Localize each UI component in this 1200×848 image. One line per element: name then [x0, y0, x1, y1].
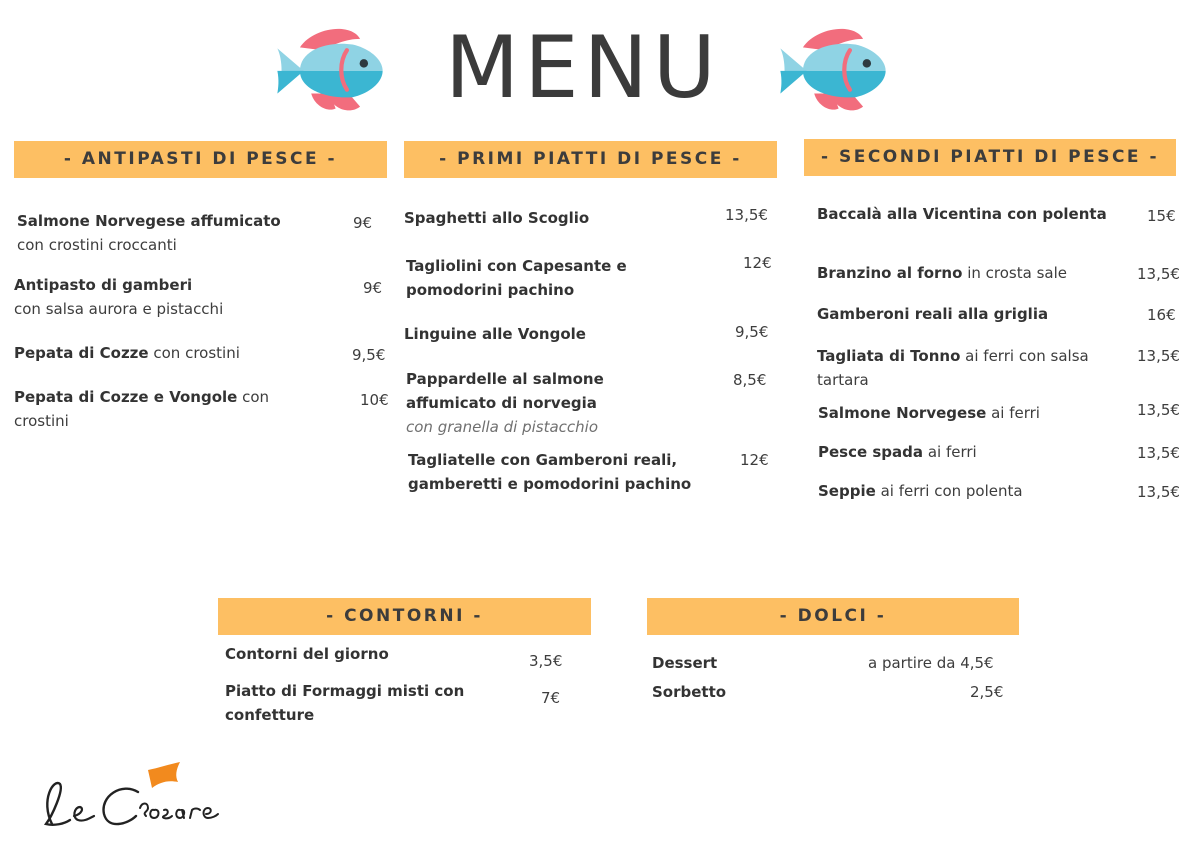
item-price: 12€	[743, 254, 772, 272]
menu-item	[404, 322, 704, 346]
item-name: Dessert	[652, 654, 718, 672]
item-price: 10€	[360, 391, 389, 409]
item-price: 7€	[541, 689, 561, 707]
item-price: 13,5€	[1137, 265, 1180, 283]
item-name: Baccalà alla Vicentina con polenta	[817, 205, 1107, 223]
item-price: 16€	[1147, 306, 1176, 324]
menu-item	[225, 642, 505, 666]
item-price: 2,5€	[970, 683, 1004, 701]
item-name: Tagliata di Tonno	[817, 347, 961, 365]
item-desc: ai ferri con polenta	[880, 482, 1023, 500]
item-desc: con crostini	[153, 344, 240, 362]
item-name: Gamberoni reali alla griglia	[817, 305, 1049, 323]
item-price: 13,5€	[725, 206, 768, 224]
item-name: Contorni del giorno	[225, 645, 389, 663]
item-price: 12€	[740, 451, 769, 469]
item-desc: in crosta sale	[967, 264, 1067, 282]
item-name: Seppie	[818, 482, 876, 500]
menu-item	[652, 651, 852, 675]
item-price: 9€	[353, 214, 373, 232]
item-desc: con crostini	[14, 388, 270, 430]
logo	[30, 760, 230, 840]
item-desc: con salsa aurora e pistacchi	[14, 300, 224, 318]
menu-item	[818, 440, 1128, 464]
menu-item	[406, 254, 676, 302]
section-header-secondi: - SECONDI PIATTI DI PESCE -	[804, 139, 1176, 176]
menu-item	[817, 344, 1127, 392]
item-name: Tagliolini con Capesante e pomodorini pachino	[406, 257, 627, 299]
item-name: Pepata di Cozze e Vongole	[14, 388, 238, 406]
menu-item	[17, 209, 337, 257]
item-price: 13,5€	[1137, 401, 1180, 419]
item-price: a partire da 4,5€	[868, 654, 994, 672]
item-name: Salmone Norvegese affumicato	[17, 212, 281, 230]
item-name: Piatto di Formaggi misti con confetture	[225, 682, 465, 724]
menu-item	[406, 367, 656, 439]
item-name: Linguine alle Vongole	[404, 325, 586, 343]
item-desc: con crostini croccanti	[17, 236, 177, 254]
item-name: Spaghetti allo Scoglio	[404, 209, 590, 227]
item-name: Pesce spada	[818, 443, 924, 461]
item-price: 8,5€	[733, 371, 767, 389]
section-header-dolci: - DOLCI -	[647, 598, 1019, 635]
item-name: Salmone Norvegese	[818, 404, 987, 422]
item-desc: ai ferri	[927, 443, 977, 461]
item-name: Pepata di Cozze	[14, 344, 149, 362]
fish-icon	[272, 22, 388, 116]
section-header-contorni: - CONTORNI -	[218, 598, 591, 635]
item-name: Branzino al forno	[817, 264, 963, 282]
item-price: 13,5€	[1137, 483, 1180, 501]
item-name: Tagliatelle con Gamberoni reali, gamberetti e pomodorini pachino	[408, 451, 692, 493]
item-price: 13,5€	[1137, 444, 1180, 462]
section-header-primi: - PRIMI PIATTI DI PESCE -	[404, 141, 777, 178]
item-name: Antipasto di gamberi	[14, 276, 193, 294]
menu-item	[818, 401, 1128, 425]
menu-item	[408, 448, 728, 496]
item-price: 9€	[363, 279, 383, 297]
menu-item	[225, 679, 515, 727]
menu-item	[818, 479, 1128, 503]
item-price: 3,5€	[529, 652, 563, 670]
menu-item	[14, 341, 344, 365]
item-price: 9,5€	[352, 346, 386, 364]
item-price: 13,5€	[1137, 347, 1180, 365]
item-name: Sorbetto	[652, 683, 727, 701]
menu-item	[14, 273, 334, 321]
menu-item	[404, 206, 704, 230]
fish-icon	[775, 22, 891, 116]
page-title: MENU	[445, 18, 721, 118]
item-price: 9,5€	[735, 323, 769, 341]
item-desc: ai ferri	[991, 404, 1040, 422]
menu-item	[652, 680, 852, 704]
menu-item	[817, 302, 1127, 326]
logo-text: Le Crosare	[110, 832, 150, 840]
menu-item	[817, 261, 1132, 285]
menu-item	[14, 385, 324, 433]
item-price: 15€	[1147, 207, 1176, 225]
menu-item	[817, 202, 1137, 226]
item-note: con granella di pistacchio	[406, 418, 598, 436]
item-desc: ai ferri con salsa tartara	[817, 347, 1089, 389]
section-header-antipasti: - ANTIPASTI DI PESCE -	[14, 141, 387, 178]
item-name: Pappardelle al salmone affumicato di norvegia	[406, 370, 604, 412]
